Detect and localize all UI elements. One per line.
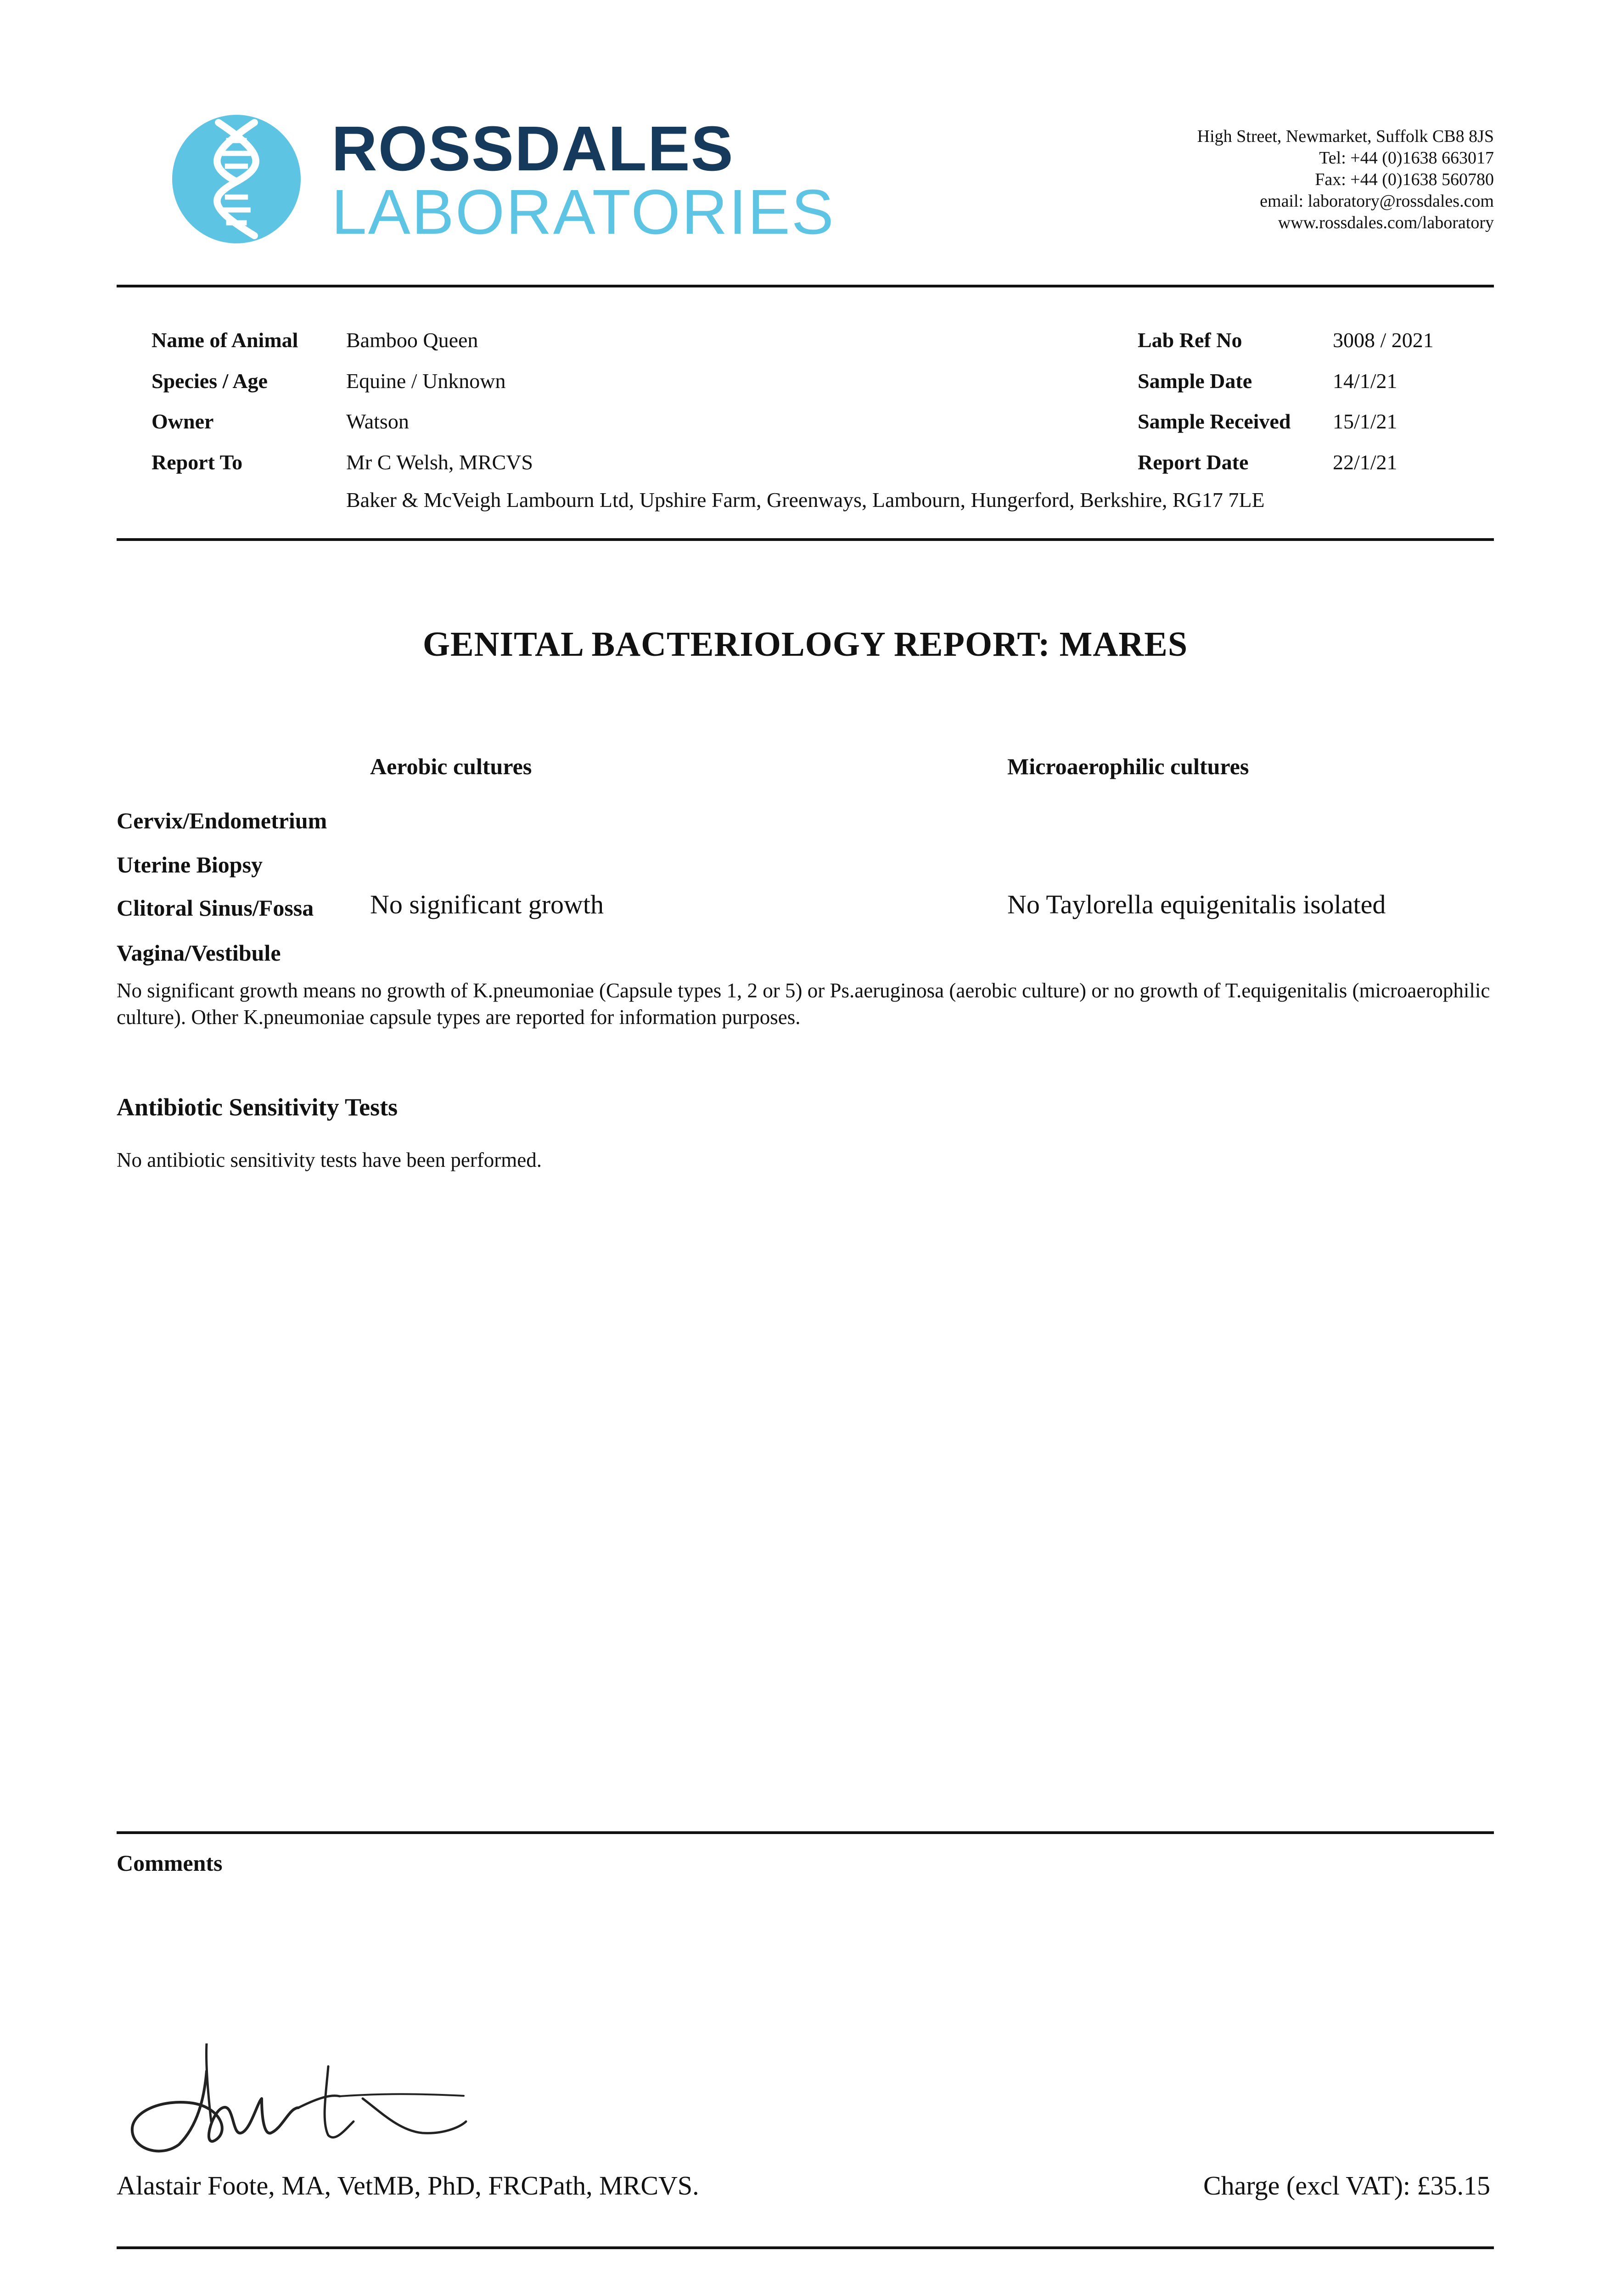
header-divider: [117, 285, 1494, 287]
address-line: email: laboratory@rossdales.com: [1260, 191, 1494, 211]
sample-date-label: Sample Date: [1138, 369, 1252, 393]
site-vagina-vestibule: Vagina/Vestibule: [117, 940, 281, 966]
aerobic-cultures-header: Aerobic cultures: [370, 754, 532, 779]
report-title: GENITAL BACTERIOLOGY REPORT: MARES: [422, 625, 1188, 664]
owner-label: Owner: [152, 410, 214, 433]
comments-divider: [117, 1831, 1494, 1834]
site-cervix-endometrium: Cervix/Endometrium: [117, 808, 327, 833]
name-of-animal-value: Bamboo Queen: [346, 328, 478, 352]
site-uterine-biopsy: Uterine Biopsy: [117, 852, 263, 878]
report-to-value: Mr C Welsh, MRCVS: [346, 450, 533, 474]
sensitivity-heading: Antibiotic Sensitivity Tests: [117, 1093, 398, 1121]
brand-name-line2: LABORATORIES: [331, 177, 835, 248]
site-clitoral-sinus-fossa: Clitoral Sinus/Fossa: [117, 895, 314, 921]
address-line: High Street, Newmarket, Suffolk CB8 8JS: [1197, 127, 1494, 146]
report-date-value: 22/1/21: [1333, 450, 1398, 474]
sample-received-label: Sample Received: [1138, 410, 1291, 433]
species-age-label: Species / Age: [152, 369, 268, 393]
lab-address: [1197, 126, 1494, 234]
comments-heading: Comments: [117, 1850, 223, 1876]
footer-divider: [117, 2246, 1494, 2249]
signatory-name: Alastair Foote, MA, VetMB, PhD, FRCPath, MRCVS.: [117, 2171, 699, 2200]
brand-name-line1: ROSSDALES: [331, 113, 734, 184]
owner-value: Watson: [346, 410, 409, 433]
culture-note: No significant growth means no growth of K.pneumoniae (Capsule types 1, 2 or 5) or Ps.aeruginosa (aerobic culture) or no growth of T.equigenitalis (microaerophilic culture). Other K.pneumoniae capsule types are reported for information purposes.: [117, 979, 1490, 1029]
address-line: Fax: +44 (0)1638 560780: [1315, 170, 1494, 189]
sample-date-value: 14/1/21: [1333, 369, 1398, 393]
microaerophilic-result: No Taylorella equigenitalis isolated: [1007, 889, 1386, 919]
signature-image: [124, 2043, 473, 2158]
microaerophilic-cultures-header: Microaerophilic cultures: [1007, 754, 1249, 779]
dna-helix-icon: [172, 115, 301, 243]
address-line: Tel: +44 (0)1638 663017: [1319, 148, 1494, 168]
aerobic-result: No significant growth: [370, 889, 604, 919]
report-to-address: Baker & McVeigh Lambourn Ltd, Upshire Farm, Greenways, Lambourn, Hungerford, Berkshire, RG17 7LE: [346, 488, 1265, 512]
lab-ref-value: 3008 / 2021: [1333, 328, 1434, 352]
report-to-label: Report To: [152, 450, 243, 474]
species-age-value: Equine / Unknown: [346, 369, 506, 393]
sample-received-value: 15/1/21: [1333, 410, 1398, 433]
lab-ref-label: Lab Ref No: [1138, 328, 1242, 352]
info-divider: [117, 538, 1494, 541]
charge-amount: Charge (excl VAT): £35.15: [1203, 2171, 1490, 2200]
report-date-label: Report Date: [1138, 450, 1249, 474]
name-of-animal-label: Name of Animal: [152, 328, 298, 352]
address-line: www.rossdales.com/laboratory: [1278, 213, 1494, 232]
sensitivity-text: No antibiotic sensitivity tests have been performed.: [117, 1148, 542, 1171]
